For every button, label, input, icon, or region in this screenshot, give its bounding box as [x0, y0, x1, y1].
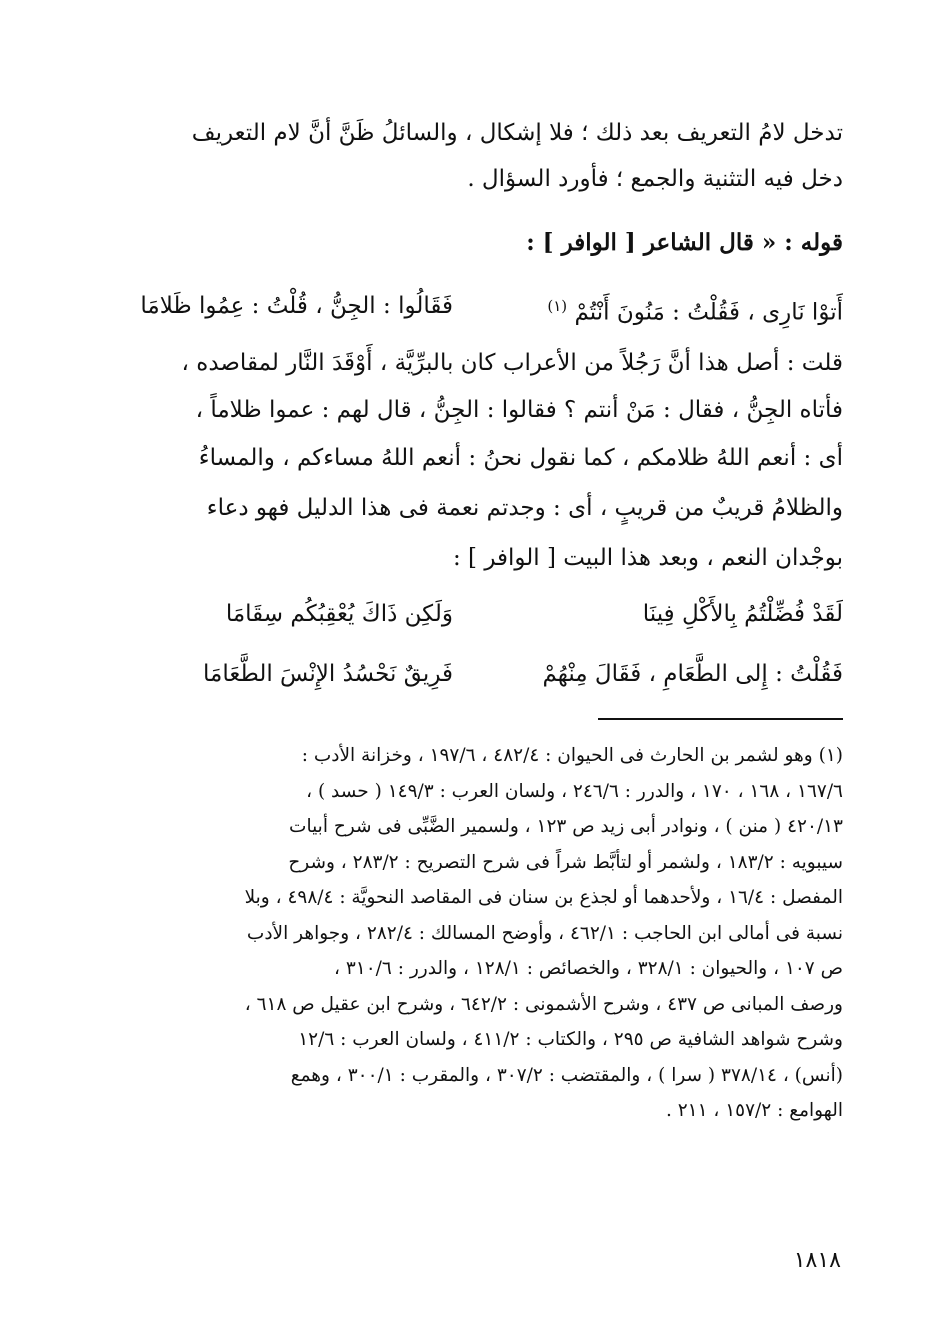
verse-2	[123, 592, 843, 636]
page-number: ١٨١٨	[793, 1248, 841, 1273]
footnote-reference[interactable]: (١)	[547, 297, 568, 315]
footnote-line: سيبويه : ١٨٣/٢ ، ولشمر أو لتأبَّط شراً فى شرح التصريح : ٢٨٣/٢ ، وشرح	[288, 851, 843, 873]
quote-intro: قوله : « قال الشاعر [ الوافر ] :	[526, 229, 843, 256]
footnote-line: المفصل : ١٦/٤ ، ولأحدهما أو لجذع بن سنان فى المقاصد النحويَّة : ٤٩٨/٤ ، وبلا	[244, 887, 843, 908]
body-line: تدخل لامُ التعريف بعد ذلك ؛ فلا إشكال ، والسائلُ ظَنَّ أنَّ لام التعريف	[191, 120, 843, 146]
footnote	[123, 738, 843, 1129]
verse-2-first-hemistich: لَقَدْ فُضِّلْتُمُ بِالأَكْلِ فِينَا	[642, 601, 843, 627]
body-line: فأتاه الجِنُّ ، فقال : مَنْ أنتم ؟ فقالوا : الجِنُّ ، قال لهم : عموا ظلاماً ،	[195, 397, 843, 423]
footnote-separator	[598, 718, 843, 720]
verse-3-first-hemistich: فَقُلْتُ : إِلى الطَّعَامِ ، فَقَالَ مِنْهُمْ	[542, 661, 843, 687]
verse-2-second-hemistich: وَلَكِن ذَاكَ يُعْقِبُكُم سِقَامَا	[225, 601, 453, 627]
footnote-line: الهوامع : ١٥٧/٢ ، ٢١١ .	[665, 1100, 843, 1121]
body-line: قلت : أصل هذا أنَّ رَجُلاً من الأعراب كان بالبرِّيَّة ، أَوْقَدَ النَّار لمقاصده ،	[181, 350, 843, 376]
footnote-line: ١٦٧/٦ ، ١٦٨ ، ١٧٠ ، والدرر : ٢٤٦/٦ ، ولسان العرب : ١٤٩/٣ ( حسد ) ،	[306, 780, 843, 802]
footnote-line: وشرح شواهد الشافية ص ٢٩٥ ، والكتاب : ٤١١/٢ ، ولسان العرب : ١٢/٦	[298, 1029, 843, 1050]
footnote-line: ورصف المبانى ص ٤٣٧ ، وشرح الأشمونى : ٦٤٢/٢ ، وشرح ابن عقيل ص ٦١٨ ،	[244, 993, 843, 1015]
footnote-line: (١) وهو لشمر بن الحارث فى الحيوان : ٤٨٢/٤ ، ١٩٧/٦ ، وخزانة الأدب :	[301, 745, 843, 766]
footnote-line: نسبة فى أمالى ابن الحاجب : ٤٦٢/١ ، وأوضح المسالك : ٢٨٢/٤ ، وجواهر الأدب	[246, 922, 843, 944]
verse-1-first-hemistich: أَتوْا نَارِى ، فَقُلْتُ : مَنُونَ أَنْتُمْ $^{(١)}$	[547, 297, 843, 326]
verse-1	[123, 283, 843, 329]
body-line: والظلامُ قريبٌ من قريبٍ ، أى : وجدتم نعمة فى هذا الدليل فهو دعاء	[206, 495, 843, 521]
body-line: دخل فيه التثنية والجمع ؛ فأورد السؤال .	[467, 166, 843, 192]
body-line: بوجْدان النعم ، وبعد هذا البيت [ الوافر ] :	[452, 545, 843, 571]
footnote-line: (أنس) ، ٣٧٨/١٤ ( سرا ) ، والمقتضب : ٣٠٧/٢ ، والمقرب : ٣٠٠/١ ، وهمع	[290, 1064, 843, 1086]
verse-3-second-hemistich: فَرِيقٌ نَحْسُدُ الإِنْسَ الطَّعَامَا	[203, 661, 453, 687]
verse-1-second-hemistich: فَقَالُوا : الجِنُّ ، قُلْتُ : عِمُوا ظَلامَا	[140, 293, 453, 319]
body-line: أى : أنعم اللهُ ظلامكم ، كما نقول نحنُ : أنعم اللهُ مساءكم ، والمساءُ	[198, 445, 843, 471]
footnote-line: ٤٢٠/١٣ ( منن ) ، ونوادر أبى زيد ص ١٢٣ ، ولسمير الضَّبِّى فى شرح أبيات	[289, 816, 843, 837]
verse-3	[123, 652, 843, 696]
footnote-line: ص ١٠٧ ، والحيوان : ٣٢٨/١ ، والخصائص : ١٢٨/١ ، والدرر : ٣١٠/٦ ،	[333, 958, 843, 979]
